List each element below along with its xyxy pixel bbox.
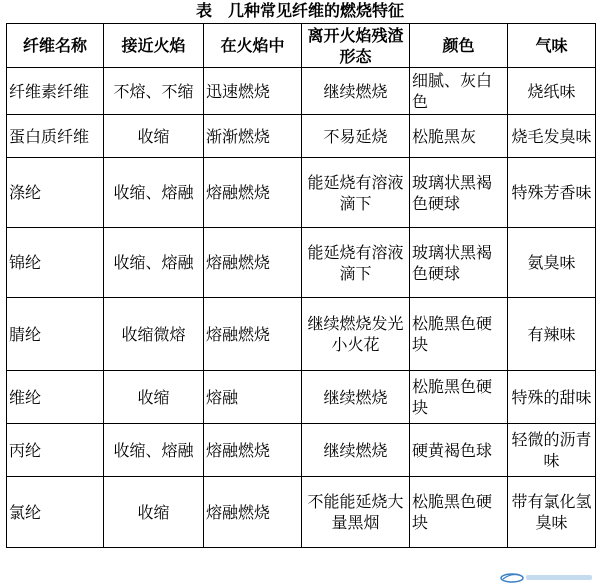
cell-color: 玻璃状黑褐色硬球	[410, 158, 508, 228]
cell-residue: 能延烧有溶液滴下	[302, 158, 410, 228]
table-title: 表 几种常见纤维的燃烧特征	[195, 1, 404, 20]
table-row	[7, 115, 596, 158]
cell-in-flame: 熔融燃烧	[204, 298, 302, 371]
cell-odor: 烧纸味	[508, 68, 596, 115]
cell-residue: 继续燃烧	[302, 68, 410, 115]
cell-near-flame: 收缩微熔	[104, 298, 204, 371]
header-residue: 离开火焰残渣形态	[302, 24, 410, 68]
cell-fiber-name: 维纶	[7, 371, 104, 424]
cell-in-flame: 熔融燃烧	[204, 424, 302, 477]
cell-odor: 特殊芳香味	[508, 158, 596, 228]
cell-odor: 带有氯化氢臭味	[508, 477, 596, 548]
cell-odor: 轻微的沥青味	[508, 424, 596, 477]
cell-odor: 氨臭味	[508, 228, 596, 298]
cell-in-flame: 熔融燃烧	[204, 228, 302, 298]
cell-near-flame: 收缩	[104, 115, 204, 158]
cell-residue: 能延烧有溶液滴下	[302, 228, 410, 298]
cell-fiber-name: 蛋白质纤维	[7, 115, 104, 158]
table-row	[7, 228, 596, 298]
site-logo-watermark	[500, 570, 596, 584]
header-near-flame: 接近火焰	[104, 24, 204, 68]
cell-fiber-name: 氯纶	[7, 477, 104, 548]
cell-fiber-name: 腈纶	[7, 298, 104, 371]
cell-residue: 不易延烧	[302, 115, 410, 158]
cell-odor: 烧毛发臭味	[508, 115, 596, 158]
cell-near-flame: 不熔、不缩	[104, 68, 204, 115]
cell-color: 松脆黑色硬块	[410, 371, 508, 424]
cell-color: 松脆黑色硬块	[410, 477, 508, 548]
cell-fiber-name: 涤纶	[7, 158, 104, 228]
cell-near-flame: 收缩、熔融	[104, 424, 204, 477]
cell-color: 玻璃状黑褐色硬球	[410, 228, 508, 298]
cell-in-flame: 熔融燃烧	[204, 158, 302, 228]
cell-odor: 特殊的甜味	[508, 371, 596, 424]
cell-near-flame: 收缩	[104, 371, 204, 424]
table-row	[7, 298, 596, 371]
header-in-flame: 在火焰中	[204, 24, 302, 68]
cell-near-flame: 收缩	[104, 477, 204, 548]
cell-in-flame: 渐渐燃烧	[204, 115, 302, 158]
cell-residue: 不能能延烧大量黑烟	[302, 477, 410, 548]
table-row	[7, 158, 596, 228]
cell-in-flame: 熔融	[204, 371, 302, 424]
table-row	[7, 424, 596, 477]
cell-fiber-name: 丙纶	[7, 424, 104, 477]
cell-residue: 继续燃烧	[302, 371, 410, 424]
cell-near-flame: 收缩、熔融	[104, 228, 204, 298]
cell-residue: 继续燃烧	[302, 424, 410, 477]
header-color: 颜色	[410, 24, 508, 68]
table-row	[7, 68, 596, 115]
fiber-burning-table	[6, 23, 596, 548]
header-row	[7, 24, 596, 68]
cell-in-flame: 熔融燃烧	[204, 477, 302, 548]
cell-in-flame: 迅速燃烧	[204, 68, 302, 115]
cell-odor: 有辣味	[508, 298, 596, 371]
header-fiber-name: 纤维名称	[7, 24, 104, 68]
cell-color: 松脆黑色硬块	[410, 298, 508, 371]
cell-color: 硬黄褐色球	[410, 424, 508, 477]
cell-fiber-name: 纤维素纤维	[7, 68, 104, 115]
cell-residue: 继续燃烧发光小火花	[302, 298, 410, 371]
cell-fiber-name: 锦纶	[7, 228, 104, 298]
header-odor: 气味	[508, 24, 596, 68]
cell-color: 细腻、灰白色	[410, 68, 508, 115]
table-row	[7, 477, 596, 548]
cell-near-flame: 收缩、熔融	[104, 158, 204, 228]
cell-color: 松脆黑灰	[410, 115, 508, 158]
table-row	[7, 371, 596, 424]
